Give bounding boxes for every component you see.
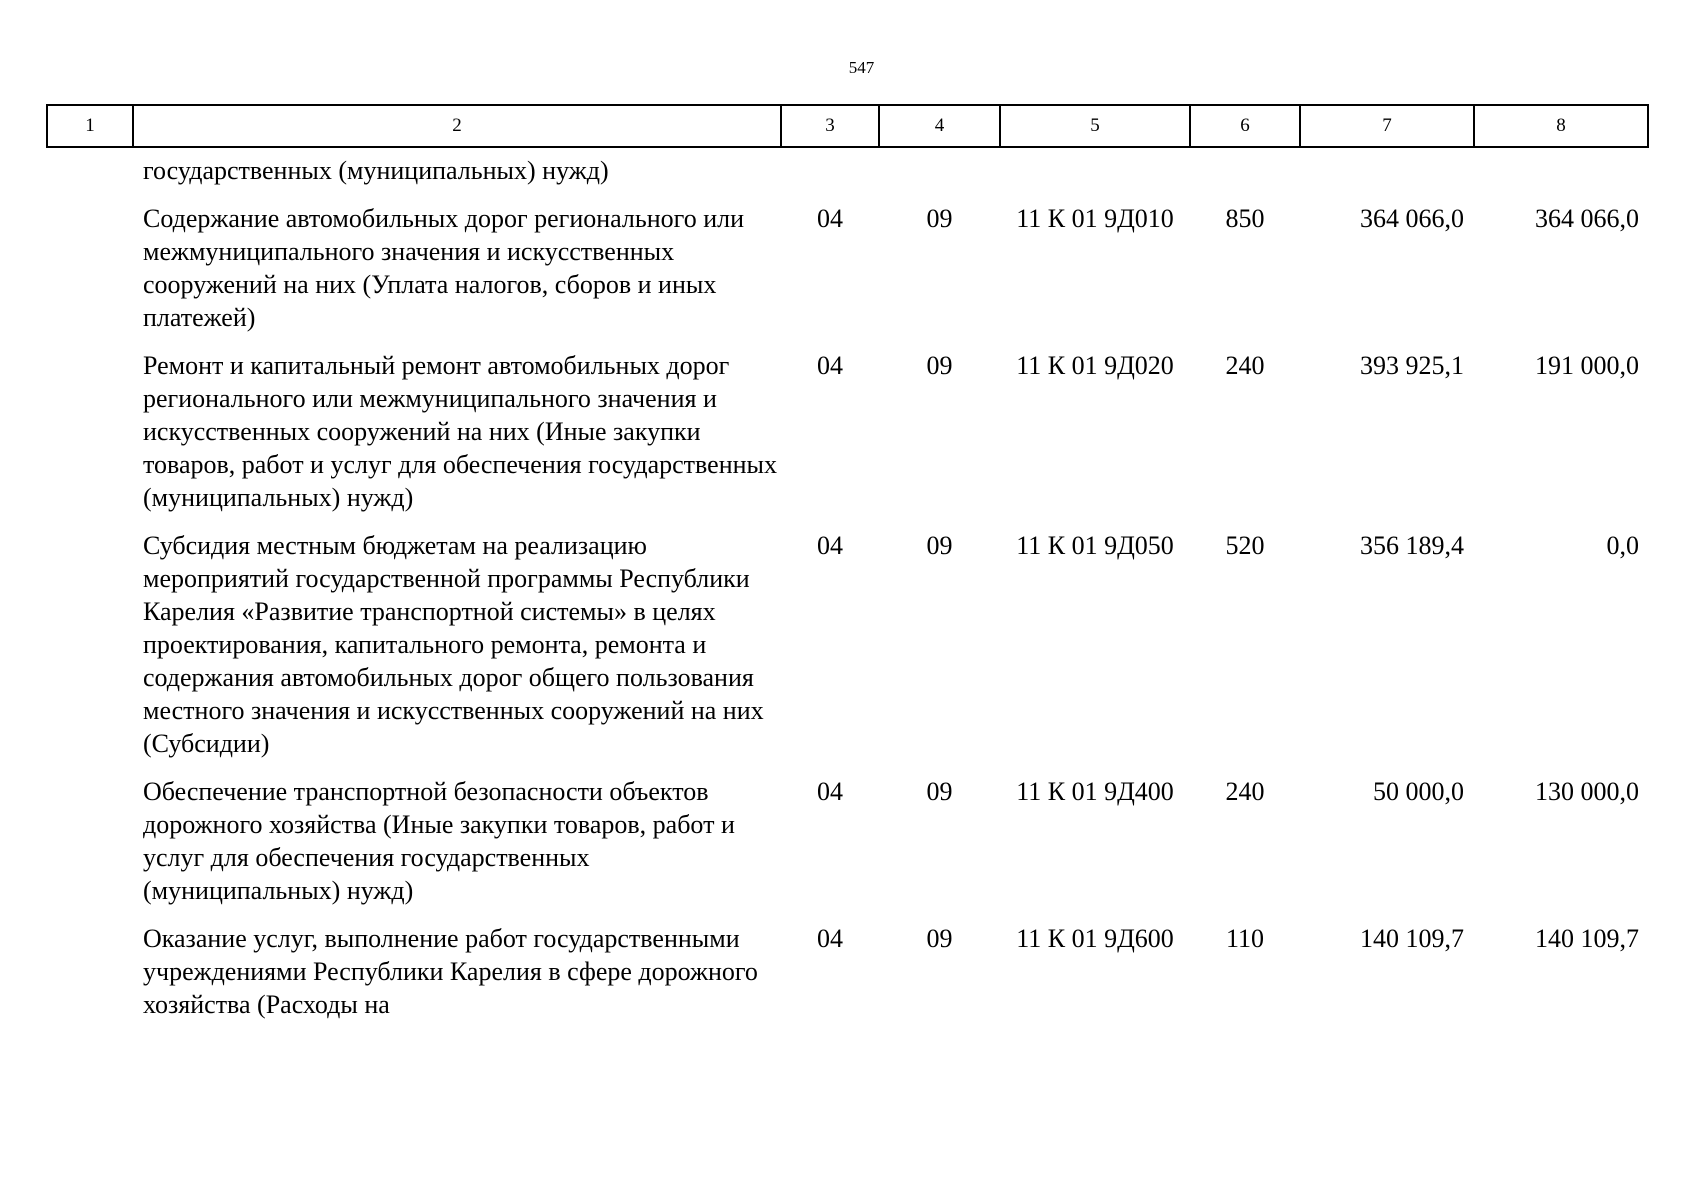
target-article-cell: 11 К 01 9Д020 <box>1016 351 1174 380</box>
column-number-4: 4 <box>879 105 1000 147</box>
col1-cell <box>47 147 133 196</box>
amount-col8-cell: 0,0 <box>1606 531 1639 560</box>
amount-col7-cell: 364 066,0 <box>1360 204 1464 233</box>
table-row <box>47 523 1648 769</box>
table-header <box>47 105 1648 147</box>
page-number: 547 <box>848 58 875 77</box>
budget-table <box>46 104 1649 1030</box>
subsection-code-cell: 09 <box>926 531 953 560</box>
table-row <box>47 916 1648 1030</box>
amount-col7-cell: 356 189,4 <box>1360 531 1464 560</box>
column-number-6: 6 <box>1190 105 1300 147</box>
section-code-cell: 04 <box>817 924 843 953</box>
column-number-1: 1 <box>47 105 133 147</box>
description-cell: государственных (муниципальных) нужд) <box>143 156 609 185</box>
table-body <box>47 147 1648 1030</box>
column-number-7: 7 <box>1300 105 1474 147</box>
description-cell: Обеспечение транспортной безопасности объектов дорожного хозяйства (Иные закупки товаров, работ и услуг для обеспечения государственных (муниципальных) нужд) <box>143 777 735 905</box>
target-article-cell: 11 К 01 9Д010 <box>1016 204 1174 233</box>
col1-cell <box>47 523 133 769</box>
amount-col8-cell: 191 000,0 <box>1535 351 1639 380</box>
amount-col7-cell: 50 000,0 <box>1373 777 1464 806</box>
expense-type-cell <box>1190 147 1300 196</box>
expense-type-cell: 240 <box>1225 777 1265 806</box>
expense-type-cell: 110 <box>1225 924 1265 953</box>
col1-cell <box>47 343 133 523</box>
expense-type-cell: 850 <box>1225 204 1265 233</box>
description-cell: Оказание услуг, выполнение работ государственными учреждениями Республики Карелия в сфере дорожного хозяйства (Расходы на <box>143 924 758 1019</box>
section-code-cell: 04 <box>817 351 843 380</box>
table-row <box>47 147 1648 196</box>
section-code-cell: 04 <box>817 777 843 806</box>
subsection-code-cell: 09 <box>926 924 953 953</box>
column-number-row <box>47 105 1648 147</box>
amount-col7-cell <box>1300 147 1474 196</box>
amount-col8-cell: 140 109,7 <box>1535 924 1639 953</box>
amount-col7-cell: 140 109,7 <box>1360 924 1464 953</box>
subsection-code-cell: 09 <box>926 204 953 233</box>
subsection-code-cell: 09 <box>926 351 953 380</box>
column-number-2: 2 <box>133 105 781 147</box>
expense-type-cell: 240 <box>1225 351 1265 380</box>
target-article-cell: 11 К 01 9Д400 <box>1016 777 1174 806</box>
description-cell: Содержание автомобильных дорог регионального или межмуниципального значения и искусственных сооружений на них (Уплата налогов, сборов и иных платежей) <box>143 204 744 332</box>
target-article-cell: 11 К 01 9Д600 <box>1016 924 1174 953</box>
column-number-8: 8 <box>1474 105 1648 147</box>
section-code-cell: 04 <box>817 531 843 560</box>
amount-col8-cell: 364 066,0 <box>1535 204 1639 233</box>
table-row <box>47 769 1648 916</box>
section-code-cell <box>781 147 879 196</box>
description-cell: Ремонт и капитальный ремонт автомобильных дорог регионального или межмуниципального значения и искусственных сооружений на них (Иные закупки товаров, работ и услуг для обеспечения государственных (муниципальных) нужд) <box>143 351 777 512</box>
amount-col7-cell: 393 925,1 <box>1360 351 1464 380</box>
description-cell: Субсидия местным бюджетам на реализацию мероприятий государственной программы Республики Карелия «Развитие транспортной системы» в целях проектирования, капитального ремонта, ремонта и содержания автомобильных дорог общего пользования местного значения и искусственных сооружений на них (Субсидии) <box>143 531 764 758</box>
column-number-5: 5 <box>1000 105 1190 147</box>
amount-col8-cell <box>1474 147 1648 196</box>
expense-type-cell: 520 <box>1225 531 1265 560</box>
target-article-cell <box>1000 147 1190 196</box>
amount-col8-cell: 130 000,0 <box>1535 777 1639 806</box>
table-row <box>47 196 1648 343</box>
target-article-cell: 11 К 01 9Д050 <box>1016 531 1174 560</box>
section-code-cell: 04 <box>817 204 843 233</box>
column-number-3: 3 <box>781 105 879 147</box>
subsection-code-cell: 09 <box>926 777 953 806</box>
subsection-code-cell <box>879 147 1000 196</box>
col1-cell <box>47 769 133 916</box>
col1-cell <box>47 916 133 1030</box>
table-row <box>47 343 1648 523</box>
col1-cell <box>47 196 133 343</box>
